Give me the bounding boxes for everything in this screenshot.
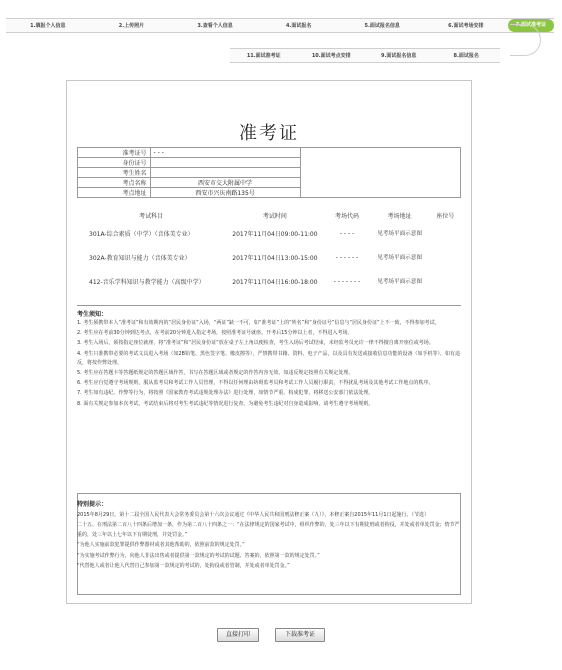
info-value: 西安市兴庆南路135号 (150, 188, 300, 198)
exam-subject: 302A-教育知识与能力（音体美专业） (89, 254, 191, 262)
step-current[interactable]: 7.面试准考证 (508, 19, 554, 32)
rule-item: 7. 考生如有违纪、作弊等行为，将按照《国家教育考试违规处理办法》进行处理，如情节严重、构成犯罪，将移送公安部门依法处理。 (77, 390, 374, 397)
rule-item: 2. 考生应在考前30分钟到达考点，在考前20分钟进入指定考场，按照准考证号就座。开考后15分钟以上者，不得进入考场。 (77, 330, 353, 337)
rules-title: 考生须知： (77, 311, 108, 318)
rule-item: 6. 考生应自觉遵守考场规则，服从监考员和考试工作人员管理，不得以任何理由妨碍监考员和考试工作人员履行职责，不得扰乱考场及其他考试工作地点的秩序。 (77, 380, 434, 387)
exam-address: 见考场平面示意图 (377, 279, 422, 285)
step-item[interactable]: 3.查看个人信息 (197, 23, 233, 29)
exam-header: 考试时间 (262, 212, 287, 220)
photo-area (300, 148, 460, 198)
exam-schedule-table (77, 209, 461, 293)
admission-ticket (66, 80, 472, 604)
rule-item: 5. 考生应在答题卡等答题纸规定的答题区域作答，书写在答题区域或者规定的作答内容无效，如违反规定按照有关规定处理。 (77, 370, 354, 377)
exam-header: 考试科目 (139, 212, 164, 220)
candidate-info-table (77, 147, 461, 198)
table-row (77, 221, 461, 245)
step-item[interactable]: 1.填报个人信息 (30, 23, 66, 29)
exam-code: - - - - (339, 229, 355, 237)
ticket-title: 准考证 (239, 123, 299, 144)
step-item[interactable]: 8.面试报名 (453, 53, 479, 59)
exam-address: 见考场平面示意图 (377, 255, 422, 261)
tip-item: “代替他人或者让他人代替自己参加第一款规定的考试的，处拘役或者管制，并处或者单处罚金。” (77, 563, 290, 570)
exam-time: 2017年11月04日13:00-15:00 (232, 254, 318, 262)
exam-time: 2017年11月04日09:00-11:00 (232, 230, 318, 238)
tip-item: 2015年8月29日，第十二届全国人民代表大会常务委员会第十六次会议通过《中华人民共和国刑法修正案（九）》，本修正案自2015年11月1日起施行。（节选） (77, 512, 430, 518)
rule-item: 1. 考生须携带本人“准考证”和有效期内的“居民身份证”入场，“两证”缺一不可，如“准考证”上的“姓名”和“身份证号”信息与“居民身份证”上不一致，不得参加考试。 (77, 320, 440, 326)
info-label: 考点地址 (78, 188, 151, 198)
exam-seat (430, 269, 461, 293)
table-row (77, 245, 461, 269)
exam-address: 见考场平面示意图 (377, 231, 422, 237)
info-label: 身份证号 (78, 158, 151, 168)
exam-subject: 301A-综合素质（中学）（音体美专业） (89, 230, 194, 238)
rules-list (77, 319, 461, 410)
step-item[interactable]: 5.面试报名信息 (364, 23, 400, 29)
download-ticket-button[interactable]: 下载准考证 (275, 628, 325, 642)
tip-item: “为他人实施前款犯罪提供作弊器材或者其他帮助的，依照前款的规定处罚。” (77, 542, 245, 549)
info-value: - - - (150, 148, 300, 158)
exam-seat (430, 245, 461, 269)
exam-seat (430, 221, 461, 245)
step-item[interactable]: 6.面试考场安排 (448, 23, 484, 29)
exam-subject: 412-音乐学科知识与教学能力（高级中学） (89, 278, 205, 286)
step-connector (510, 24, 541, 56)
exam-header: 考场代码 (335, 212, 360, 220)
step-item[interactable]: 9.面试报名信息 (381, 53, 417, 59)
exam-code: - - - - - - - (333, 277, 361, 285)
info-value (150, 168, 300, 178)
tip-item: “为实施考试作弊行为，向他人非法出售或者提供第一款规定的考试的试题、答案的，依照第一款的规定处罚。” (77, 552, 320, 559)
info-label: 考点名称 (78, 178, 151, 188)
tips-list (77, 511, 461, 572)
rule-item: 4. 考生只准携带必要的考试文具进入考场（如2B铅笔、黑色签字笔、橡皮擦等），严禁携带书籍、资料、电子产品，以及具有发送或接收信息功能的设备（如手机等），如有违反，将按作弊处理。 (77, 350, 460, 366)
step-item[interactable]: 4.面试报名 (285, 23, 312, 29)
info-value: 西安市交大附属中学 (150, 178, 300, 188)
tip-item: 二十五、在刑法第二百八十四条后增加一条，作为第二百八十四条之一：“在法律规定的国家考试中，组织作弊的，处三年以下有期徒刑或者拘役，并处或者单处罚金；情节严重的，处三年以上七年以下有期徒刑，并处罚金。” (77, 522, 460, 538)
tips-title: 特别提示： (77, 501, 108, 508)
table-row (77, 269, 461, 293)
exam-header: 座位号 (436, 212, 455, 220)
rule-item: 8. 面有关规定参加本次考试，考试结束后将对考生考试违纪等情况进行复查，为避免考生违纪对自身造成影响，请考生遵守考场规则。 (77, 400, 374, 407)
info-label: 准考证号 (78, 148, 151, 158)
step-item[interactable]: 10.面试考点安排 (311, 53, 351, 59)
info-value (150, 158, 300, 168)
step-item[interactable]: 2.上传照片 (118, 23, 145, 29)
exam-time: 2017年11月04日16:00-18:00 (232, 278, 318, 286)
exam-header: 考场地址 (387, 212, 412, 220)
rule-item: 3. 考生入场后，须按指定座位就座，将“准考证”和“居民身份证”放在桌子左上角以便检查，考生入场后考试结束，未经监考员允许一律不得擅自离开座位或考场。 (77, 340, 434, 347)
info-label: 考生姓名 (78, 168, 151, 178)
exam-code: - - - - - - (335, 253, 359, 261)
divider (77, 305, 461, 306)
step-item[interactable]: 11.面试准考证 (246, 53, 281, 59)
print-button[interactable]: 直接打印 (217, 628, 259, 642)
step-progress-bar (6, 18, 554, 33)
step-progress-bar-2 (230, 48, 500, 63)
